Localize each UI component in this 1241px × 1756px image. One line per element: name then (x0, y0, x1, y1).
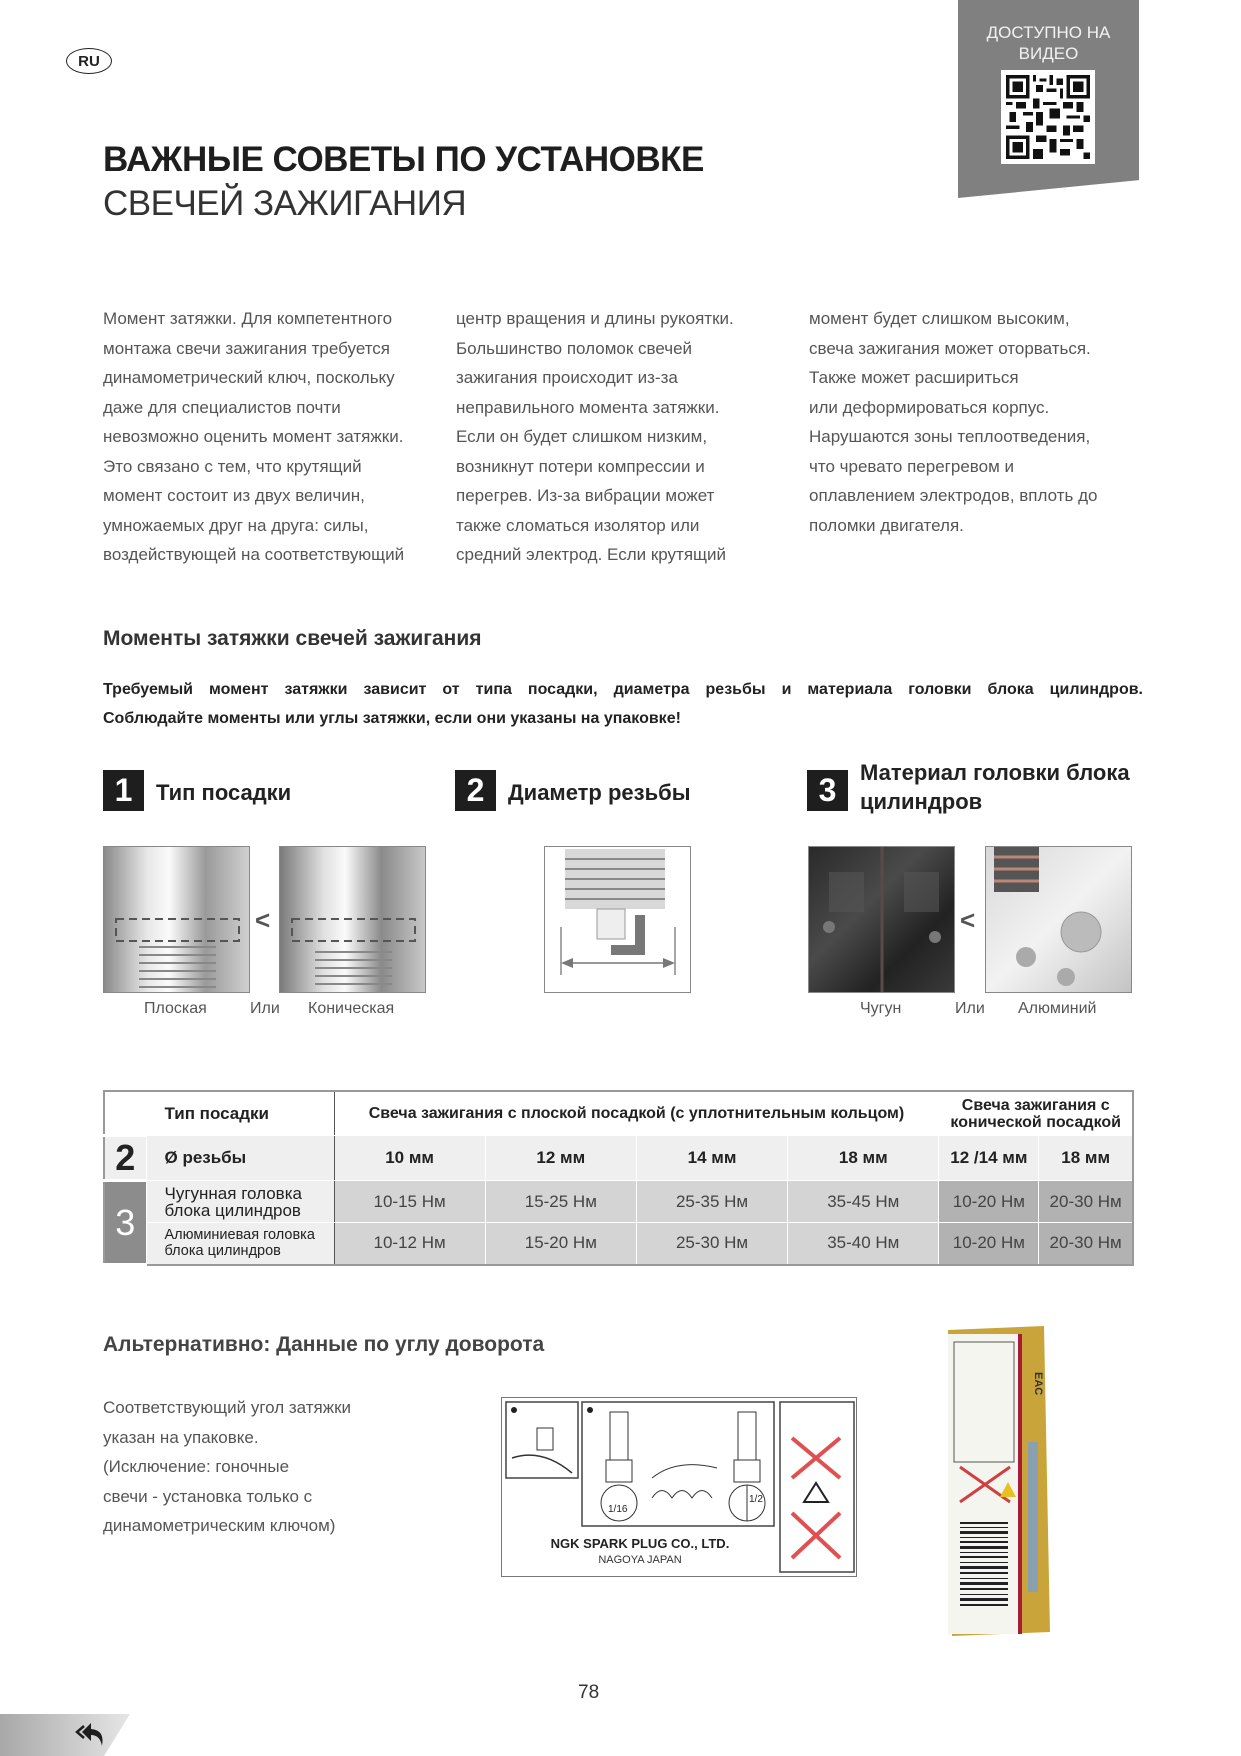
table-cell: 25-35 Нм (636, 1181, 787, 1223)
caption-aluminium: Алюминий (1018, 1000, 1097, 1017)
table-cell: 14 мм (636, 1136, 787, 1181)
row-label-cast-iron: Чугунная головка блока цилиндров (146, 1181, 334, 1223)
back-navigation-tab[interactable] (0, 1714, 130, 1756)
flat-seat-header: Свеча зажигания с плоской посадкой (с уплотнительным кольцом) (334, 1091, 939, 1136)
table-cell: 20-30 Нм (1039, 1181, 1133, 1223)
intro-column-3: момент будет слишком высоким, свеча зажигания может оторваться. Также может расшириться или деформироваться корпус. Нарушаются зоны теплоотведения, что чревато перегревом и оплавлением электродов, вплоть до поломки двигателя. (809, 309, 1098, 535)
step-2-number: 2 (455, 770, 496, 811)
step-2-label: Диаметр резьбы (508, 780, 691, 805)
table-cell: 12 /14 мм (939, 1136, 1039, 1181)
angle-1-2: 1/2 (749, 1494, 763, 1505)
table-cell: 25-30 Нм (636, 1223, 787, 1265)
table-cell: 35-45 Нм (788, 1181, 939, 1223)
page-subtitle: СВЕЧЕЙ ЗАЖИГАНИЯ (103, 184, 467, 223)
table-cell: 15-25 Нм (485, 1181, 636, 1223)
cast-iron-head-image (808, 846, 955, 993)
aluminium-head-image (985, 846, 1132, 993)
table-cell: 35-40 Нм (788, 1223, 939, 1265)
caption-conical: Коническая (308, 1000, 395, 1017)
compare-symbol: < (255, 905, 271, 935)
table-cell: 10-12 Нм (334, 1223, 485, 1265)
table-row-aluminium (104, 1223, 1133, 1265)
caption-cast-iron: Чугун (860, 1000, 902, 1017)
row-number-1: 1 (104, 1091, 146, 1136)
intro-column-1: Момент затяжки. Для компетентного монтажа свечи зажигания требуется динамометрический ключ, поскольку даже для специалистов почти невозможно оценить момент затяжки. Это связано с тем, что крутящий момент состоит из двух величин, умножаемых друг на друга: силы, воздействующей на соответствующий (103, 309, 405, 564)
table-cell: 10 мм (334, 1136, 485, 1181)
page-number: 78 (578, 1682, 600, 1703)
company-name: NGK SPARK PLUG CO., LTD. (550, 1536, 730, 1551)
step-1-number: 1 (103, 770, 144, 811)
row-label-seat-type: Тип посадки (146, 1091, 334, 1136)
torque-section-heading: Моменты затяжки свечей зажигания (103, 627, 482, 650)
video-label-line2: ВИДЕО (1018, 44, 1079, 63)
table-row-seat-type (104, 1091, 1133, 1136)
company-city: NAGOYA JAPAN (598, 1554, 682, 1566)
qr-code-icon[interactable] (1001, 70, 1095, 164)
table-cell: 10-20 Нм (939, 1223, 1039, 1265)
compare-symbol: < (960, 905, 976, 935)
flat-seat-plug-image (103, 846, 250, 993)
thread-diameter-image (544, 846, 691, 993)
row-label-thread: Ø резьбы (146, 1136, 334, 1181)
package-instruction-image (501, 1397, 857, 1577)
spark-plug-box-image (940, 1322, 1054, 1638)
table-cell: 10-15 Нм (334, 1181, 485, 1223)
caption-or-1: Или (250, 1000, 280, 1017)
page-title: ВАЖНЫЕ СОВЕТЫ ПО УСТАНОВКЕ (103, 140, 704, 179)
table-row-cast-iron (104, 1181, 1133, 1223)
video-label (958, 22, 1139, 64)
table-cell: 15-20 Нм (485, 1223, 636, 1265)
step-3-number: 3 (807, 770, 848, 811)
angle-1-16: 1/16 (608, 1504, 628, 1515)
angle-section-text: Соответствующий угол затяжки указан на упаковке. (Исключение: гоночные свечи - установка только с динамометрическим ключом) (103, 1398, 352, 1535)
table-row-thread-diameter (104, 1136, 1133, 1181)
torque-table (103, 1090, 1134, 1266)
table-cell: 12 мм (485, 1136, 636, 1181)
caption-or-2: Или (955, 1000, 985, 1017)
caption-flat: Плоская (144, 1000, 207, 1017)
table-cell: 18 мм (1039, 1136, 1133, 1181)
row-number-2: 2 (104, 1136, 146, 1181)
angle-section-heading: Альтернативно: Данные по углу доворота (103, 1333, 545, 1356)
table-cell: 20-30 Нм (1039, 1223, 1133, 1265)
conical-seat-plug-image (279, 846, 426, 993)
table-cell: 10-20 Нм (939, 1181, 1039, 1223)
step-1-label: Тип посадки (156, 780, 292, 805)
language-badge: RU (66, 48, 112, 74)
step-3-label: Материал головки блока цилиндров (860, 760, 1130, 814)
table-cell: 18 мм (788, 1136, 939, 1181)
video-label-line1: ДОСТУПНО НА (986, 23, 1111, 42)
torque-note: Требуемый момент затяжки зависит от типа посадки, диаметра резьбы и материала головки блока цилиндров. Соблюдайте моменты или углы затяжки, если они указаны на упаковке! (103, 681, 1143, 727)
double-back-arrow-icon[interactable] (74, 1720, 108, 1748)
row-number-3: 3 (104, 1181, 146, 1265)
row-label-aluminium: Алюминиевая головка блока цилиндров (146, 1223, 334, 1265)
eac-mark: EAC (1032, 1372, 1044, 1396)
intro-column-2: центр вращения и длины рукоятки. Большинство поломок свечей зажигания происходит из-за неправильного момента затяжки. Если он будет слишком низким, возникнут потери компрессии и перегрев. Из-за вибрации может также сломаться изолятор или средний электрод. Если крутящий (456, 309, 734, 564)
conical-seat-header: Свеча зажигания с конической посадкой (939, 1091, 1133, 1136)
